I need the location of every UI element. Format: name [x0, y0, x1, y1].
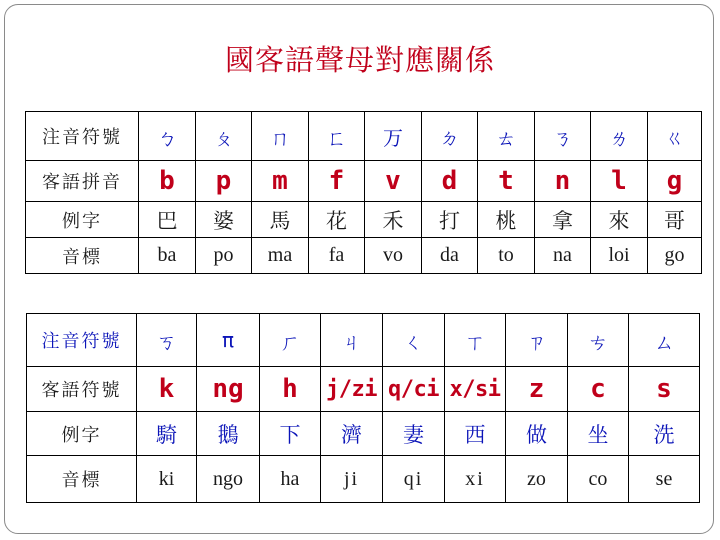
zhuyin-cell: 万	[365, 112, 422, 161]
zhuyin-cell: ㄍ	[648, 112, 702, 161]
sound-cell: ki	[137, 456, 197, 503]
zhuyin-cell: ㄋ	[535, 112, 591, 161]
pinyin-cell: x/si	[445, 367, 506, 412]
sound-row-label: 音標	[26, 238, 139, 274]
zhuyin-cell: ㄇ	[252, 112, 309, 161]
pinyin-cell: b	[139, 161, 196, 202]
example-cell: 西	[445, 412, 506, 456]
example-cell: 坐	[568, 412, 629, 456]
example-cell: 妻	[383, 412, 445, 456]
example-cell: 馬	[252, 202, 309, 238]
example-cell: 禾	[365, 202, 422, 238]
pinyin-cell: f	[309, 161, 365, 202]
sound-cell: na	[535, 238, 591, 274]
example-cell: 婆	[196, 202, 252, 238]
sound-cell: ha	[260, 456, 321, 503]
initials-table-2	[26, 313, 700, 503]
zhuyin-cell: ㄗ	[506, 314, 568, 367]
pinyin-cell: s	[629, 367, 700, 412]
zhuyin-cell: ㄐ	[321, 314, 383, 367]
sound-cell: se	[629, 456, 700, 503]
zhuyin-row	[27, 314, 700, 367]
sound-row-label: 音標	[27, 456, 137, 503]
sound-cell: ji	[321, 456, 383, 503]
sound-cell: vo	[365, 238, 422, 274]
zhuyin-cell: ㄑ	[383, 314, 445, 367]
pinyin-row-label: 客語拼音	[26, 161, 139, 202]
sound-row	[26, 238, 702, 274]
example-cell: 洗	[629, 412, 700, 456]
sound-cell: go	[648, 238, 702, 274]
example-cell: 花	[309, 202, 365, 238]
zhuyin-row	[26, 112, 702, 161]
example-row-label: 例字	[26, 202, 139, 238]
pinyin-cell: q/ci	[383, 367, 445, 412]
zhuyin-cell: ㄘ	[568, 314, 629, 367]
sound-cell: ma	[252, 238, 309, 274]
sound-cell: fa	[309, 238, 365, 274]
pinyin-cell: d	[422, 161, 478, 202]
example-row	[26, 202, 702, 238]
pinyin-cell: ng	[197, 367, 260, 412]
zhuyin-cell: π	[197, 314, 260, 367]
sound-row	[27, 456, 700, 503]
sound-cell: po	[196, 238, 252, 274]
pinyin-cell: k	[137, 367, 197, 412]
initials-table-1	[25, 111, 702, 274]
example-cell: 來	[591, 202, 648, 238]
sound-cell: da	[422, 238, 478, 274]
zhuyin-cell: ㄌ	[591, 112, 648, 161]
pinyin-cell: h	[260, 367, 321, 412]
pinyin-cell: z	[506, 367, 568, 412]
pinyin-cell: m	[252, 161, 309, 202]
zhuyin-cell: ㄎ	[137, 314, 197, 367]
example-cell: 拿	[535, 202, 591, 238]
pinyin-cell: j/zi	[321, 367, 383, 412]
pinyin-cell: v	[365, 161, 422, 202]
example-cell: 桃	[478, 202, 535, 238]
sound-cell: xi	[445, 456, 506, 503]
sound-cell: co	[568, 456, 629, 503]
sound-cell: to	[478, 238, 535, 274]
pinyin-cell: p	[196, 161, 252, 202]
pinyin-cell: n	[535, 161, 591, 202]
sound-cell: ba	[139, 238, 196, 274]
example-cell: 哥	[648, 202, 702, 238]
pinyin-cell: g	[648, 161, 702, 202]
zhuyin-cell: ㄊ	[478, 112, 535, 161]
example-cell: 打	[422, 202, 478, 238]
example-row	[27, 412, 700, 456]
example-cell: 騎	[137, 412, 197, 456]
example-cell: 鵝	[197, 412, 260, 456]
example-row-label: 例字	[27, 412, 137, 456]
sound-cell: loi	[591, 238, 648, 274]
example-cell: 下	[260, 412, 321, 456]
zhuyin-cell: ㄅ	[139, 112, 196, 161]
zhuyin-cell: ㄒ	[445, 314, 506, 367]
zhuyin-cell: ㄏ	[260, 314, 321, 367]
example-cell: 做	[506, 412, 568, 456]
zhuyin-row-label: 注音符號	[26, 112, 139, 161]
example-cell: 巴	[139, 202, 196, 238]
pinyin-cell: t	[478, 161, 535, 202]
pinyin-cell: c	[568, 367, 629, 412]
slide-title: 國客語聲母對應關係	[224, 43, 495, 77]
zhuyin-cell: ㄆ	[196, 112, 252, 161]
sound-cell: qi	[383, 456, 445, 503]
sound-cell: zo	[506, 456, 568, 503]
pinyin-row-label: 客語符號	[27, 367, 137, 412]
example-cell: 濟	[321, 412, 383, 456]
pinyin-cell: l	[591, 161, 648, 202]
pinyin-row	[26, 161, 702, 202]
pinyin-row	[27, 367, 700, 412]
zhuyin-cell: ㄉ	[422, 112, 478, 161]
zhuyin-cell: ㄈ	[309, 112, 365, 161]
sound-cell: ngo	[197, 456, 260, 503]
zhuyin-row-label: 注音符號	[27, 314, 137, 367]
zhuyin-cell: ㄙ	[629, 314, 700, 367]
